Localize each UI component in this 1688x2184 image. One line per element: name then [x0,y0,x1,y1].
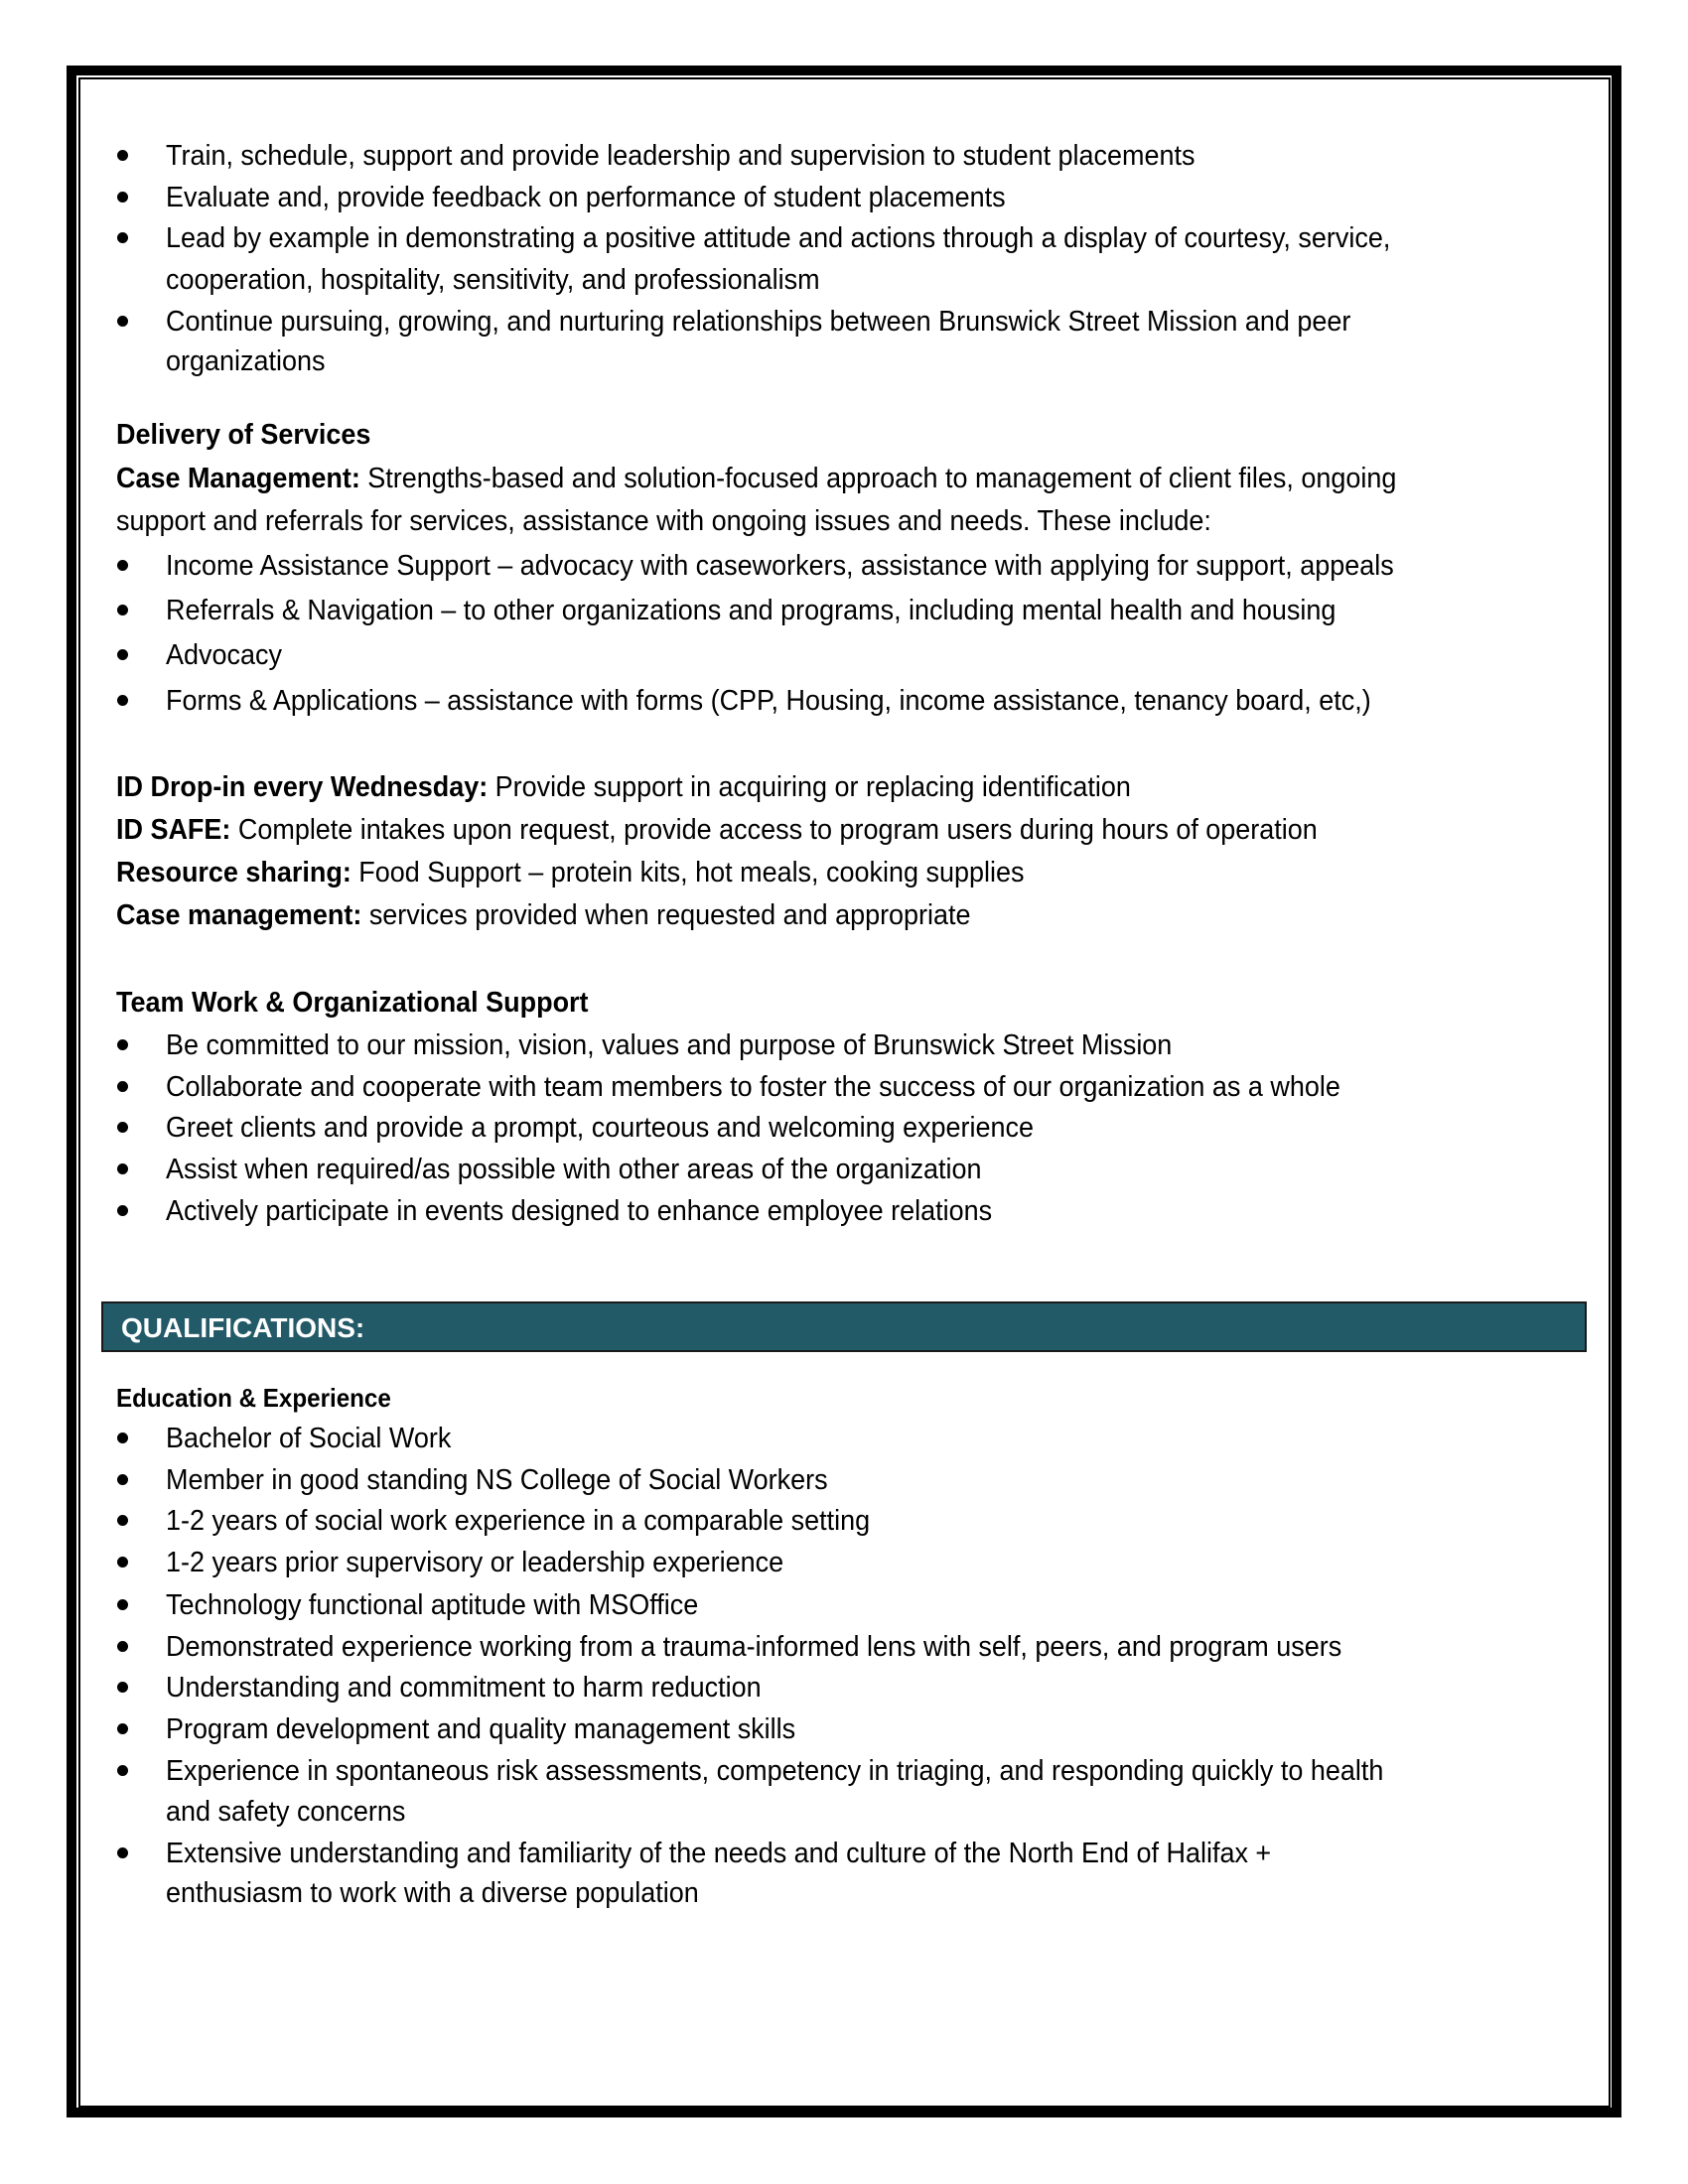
list-item: Understanding and commitment to harm reduction [166,1672,762,1704]
service-text: services provided when requested and appropriate [361,899,971,931]
list-item: Referrals & Navigation – to other organizations and programs, including mental health and housing [166,595,1336,626]
list-item: Income Assistance Support – advocacy with caseworkers, assistance with applying for support, appeals [166,550,1394,582]
service-label: Resource sharing: [116,857,352,888]
bullet-icon [117,1723,128,1734]
list-item: Experience in spontaneous risk assessments, competency in triaging, and responding quickly to health [166,1755,1384,1787]
service-text: Food Support – protein kits, hot meals, cooking supplies [351,857,1025,888]
bullet-icon [117,605,128,615]
list-item: Actively participate in events designed to enhance employee relations [166,1195,993,1227]
bullet-icon [117,695,128,706]
list-item: Assist when required/as possible with other areas of the organization [166,1154,982,1185]
case-management-label: Case Management: [116,463,360,494]
list-item: Forms & Applications – assistance with forms (CPP, Housing, income assistance, tenancy board, etc,) [166,685,1371,717]
bullet-icon [117,1205,128,1216]
list-item: Member in good standing NS College of Social Workers [166,1464,828,1496]
bullet-icon [117,1163,128,1174]
service-text: Provide support in acquiring or replacing identification [488,771,1131,803]
bullet-icon [117,1641,128,1652]
bullet-icon [117,649,128,660]
subsection-heading: Education & Experience [116,1383,391,1413]
service-line [116,898,971,932]
bullet-icon [117,1515,128,1526]
list-item: Evaluate and, provide feedback on performance of student placements [166,182,1006,213]
bullet-icon [117,1122,128,1133]
service-line [116,770,1131,804]
bullet-icon [117,1039,128,1050]
list-item: Lead by example in demonstrating a positive attitude and actions through a display of courtesy, service, [166,222,1391,254]
list-item-continuation: and safety concerns [166,1796,406,1828]
list-item: Train, schedule, support and provide leadership and supervision to student placements [166,140,1196,172]
service-label: ID Drop-in every Wednesday: [116,771,489,803]
bullet-icon [117,1474,128,1485]
bullet-icon [117,1081,128,1092]
list-item: Technology functional aptitude with MSOffice [166,1589,699,1621]
bullet-icon [117,1433,128,1443]
list-item: Bachelor of Social Work [166,1423,452,1454]
list-item: 1-2 years prior supervisory or leadership experience [166,1547,784,1578]
list-item: 1-2 years of social work experience in a comparable setting [166,1505,871,1537]
service-label: Case management: [116,899,362,931]
case-management-paragraph-cont: support and referrals for services, assistance with ongoing issues and needs. These include: [116,505,1211,537]
bullet-icon [117,1682,128,1693]
bullet-icon [117,560,128,571]
service-label: ID SAFE: [116,814,231,846]
service-text: Complete intakes upon request, provide access to program users during hours of operation [230,814,1318,846]
service-line [116,856,1024,889]
bullet-icon [117,1557,128,1568]
list-item-continuation: enthusiasm to work with a diverse population [166,1877,699,1909]
bullet-icon [117,1765,128,1776]
list-item-continuation: organizations [166,345,326,377]
list-item: Advocacy [166,639,282,671]
list-item: Collaborate and cooperate with team members to foster the success of our organization as a whole [166,1071,1340,1103]
qualifications-title: QUALIFICATIONS: [121,1312,365,1343]
list-item: Be committed to our mission, vision, values and purpose of Brunswick Street Mission [166,1029,1173,1061]
list-item: Extensive understanding and familiarity of the needs and culture of the North End of Halifax + [166,1838,1272,1869]
bullet-icon [117,1847,128,1858]
list-item: Program development and quality management skills [166,1713,796,1745]
list-item: Demonstrated experience working from a trauma-informed lens with self, peers, and program users [166,1631,1342,1663]
list-item: Continue pursuing, growing, and nurturing relationships between Brunswick Street Mission and peer [166,306,1351,338]
section-heading: Team Work & Organizational Support [116,987,589,1019]
list-item-continuation: cooperation, hospitality, sensitivity, and professionalism [166,264,820,296]
case-management-paragraph [116,462,1396,495]
bullet-icon [117,192,128,203]
bullet-icon [117,150,128,161]
service-line [116,813,1318,847]
bullet-icon [117,316,128,327]
list-item: Greet clients and provide a prompt, courteous and welcoming experience [166,1112,1035,1144]
bullet-icon [117,1599,128,1610]
qualifications-header-bar [101,1301,1587,1352]
case-management-text: Strengths-based and solution-focused approach to management of client files, ongoing [359,463,1397,494]
section-heading: Delivery of Services [116,419,371,451]
bullet-icon [117,232,128,243]
